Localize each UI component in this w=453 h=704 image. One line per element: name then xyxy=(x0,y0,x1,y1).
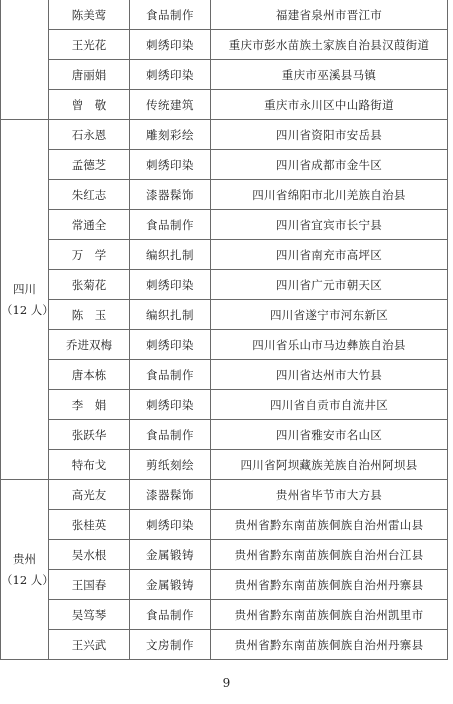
craft-category: 食品制作 xyxy=(130,600,211,630)
artisan-name: 特布戈 xyxy=(49,450,130,480)
artisan-name: 王光花 xyxy=(49,30,130,60)
table-row xyxy=(1,450,448,480)
craft-category: 金属锻铸 xyxy=(130,540,211,570)
location: 四川省南充市高坪区 xyxy=(211,240,448,270)
table-row xyxy=(1,60,448,90)
table-row xyxy=(1,300,448,330)
table-row xyxy=(1,600,448,630)
craft-category: 食品制作 xyxy=(130,0,211,30)
location: 四川省广元市朝天区 xyxy=(211,270,448,300)
artisan-name: 李 娟 xyxy=(49,390,130,420)
craft-category: 编织扎制 xyxy=(130,300,211,330)
table-row xyxy=(1,240,448,270)
table-row xyxy=(1,210,448,240)
craft-category: 刺绣印染 xyxy=(130,30,211,60)
region-count: （12 人） xyxy=(1,572,54,587)
location: 四川省达州市大竹县 xyxy=(211,360,448,390)
artisan-name: 王兴武 xyxy=(49,630,130,660)
location: 贵州省黔东南苗族侗族自治州雷山县 xyxy=(211,510,448,540)
location: 贵州省黔东南苗族侗族自治州台江县 xyxy=(211,540,448,570)
artisan-name: 唐本栋 xyxy=(49,360,130,390)
craft-category: 雕刻彩绘 xyxy=(130,120,211,150)
artisan-name: 张菊花 xyxy=(49,270,130,300)
craft-category: 剪纸刻绘 xyxy=(130,450,211,480)
location: 四川省资阳市安岳县 xyxy=(211,120,448,150)
location: 贵州省黔东南苗族侗族自治州凯里市 xyxy=(211,600,448,630)
table-row xyxy=(1,540,448,570)
table-row xyxy=(1,420,448,450)
location: 重庆市巫溪县马镇 xyxy=(211,60,448,90)
region-name: 四川 xyxy=(13,281,36,296)
location: 四川省遂宁市河东新区 xyxy=(211,300,448,330)
craft-category: 漆器髹饰 xyxy=(130,480,211,510)
location: 贵州省毕节市大方县 xyxy=(211,480,448,510)
craft-category: 刺绣印染 xyxy=(130,330,211,360)
craft-category: 文房制作 xyxy=(130,630,211,660)
craft-category: 编织扎制 xyxy=(130,240,211,270)
region-count: （12 人） xyxy=(1,302,54,317)
table-row xyxy=(1,480,448,510)
table-row xyxy=(1,630,448,660)
artisan-name: 王国春 xyxy=(49,570,130,600)
artisan-name: 万 学 xyxy=(49,240,130,270)
artisan-name: 吴水根 xyxy=(49,540,130,570)
craft-category: 刺绣印染 xyxy=(130,60,211,90)
location: 四川省绵阳市北川羌族自治县 xyxy=(211,180,448,210)
artisan-name: 孟德芝 xyxy=(49,150,130,180)
page-number: 9 xyxy=(222,676,231,690)
location: 贵州省黔东南苗族侗族自治州丹寨县 xyxy=(211,630,448,660)
table-row xyxy=(1,120,448,150)
artisan-name: 常通全 xyxy=(49,210,130,240)
craft-category: 刺绣印染 xyxy=(130,390,211,420)
table-row xyxy=(1,390,448,420)
table-row xyxy=(1,90,448,120)
craft-category: 传统建筑 xyxy=(130,90,211,120)
artisan-name: 陈 玉 xyxy=(49,300,130,330)
artisan-name: 乔进双梅 xyxy=(49,330,130,360)
artisan-name: 曾 敬 xyxy=(49,90,130,120)
craft-category: 食品制作 xyxy=(130,420,211,450)
artisan-name: 石永恩 xyxy=(49,120,130,150)
region-cell-guizhou xyxy=(1,480,54,660)
artisan-name: 陈美莺 xyxy=(49,0,130,30)
craft-category: 漆器髹饰 xyxy=(130,180,211,210)
region-name: 贵州 xyxy=(13,551,36,566)
table-row xyxy=(1,330,448,360)
region-cell-sichuan xyxy=(1,120,54,480)
location: 重庆市彭水苗族土家族自治县汉葭街道 xyxy=(211,30,448,60)
craft-category: 食品制作 xyxy=(130,210,211,240)
table-row xyxy=(1,150,448,180)
craft-category: 刺绣印染 xyxy=(130,510,211,540)
location: 四川省阿坝藏族羌族自治州阿坝县 xyxy=(211,450,448,480)
table-row xyxy=(1,180,448,210)
craft-category: 食品制作 xyxy=(130,360,211,390)
craft-category: 刺绣印染 xyxy=(130,270,211,300)
location: 四川省乐山市马边彝族自治县 xyxy=(211,330,448,360)
table-row xyxy=(1,360,448,390)
region-cell-chongqing xyxy=(1,0,49,120)
table-row xyxy=(1,270,448,300)
location: 贵州省黔东南苗族侗族自治州丹寨县 xyxy=(211,570,448,600)
location: 四川省雅安市名山区 xyxy=(211,420,448,450)
table-row xyxy=(1,30,448,60)
location: 四川省成都市金牛区 xyxy=(211,150,448,180)
location: 四川省自贡市自流井区 xyxy=(211,390,448,420)
artisan-name: 张桂英 xyxy=(49,510,130,540)
location: 福建省泉州市晋江市 xyxy=(211,0,448,30)
artisan-name: 张跃华 xyxy=(49,420,130,450)
craft-category: 刺绣印染 xyxy=(130,150,211,180)
location: 重庆市永川区中山路街道 xyxy=(211,90,448,120)
artisan-name: 吴笃琴 xyxy=(49,600,130,630)
artisan-name: 唐丽娟 xyxy=(49,60,130,90)
artisan-name: 朱红志 xyxy=(49,180,130,210)
table-row xyxy=(1,0,448,30)
table-row xyxy=(1,510,448,540)
artisan-name: 高光友 xyxy=(49,480,130,510)
table-row xyxy=(1,570,448,600)
location: 四川省宜宾市长宁县 xyxy=(211,210,448,240)
craft-category: 金属锻铸 xyxy=(130,570,211,600)
